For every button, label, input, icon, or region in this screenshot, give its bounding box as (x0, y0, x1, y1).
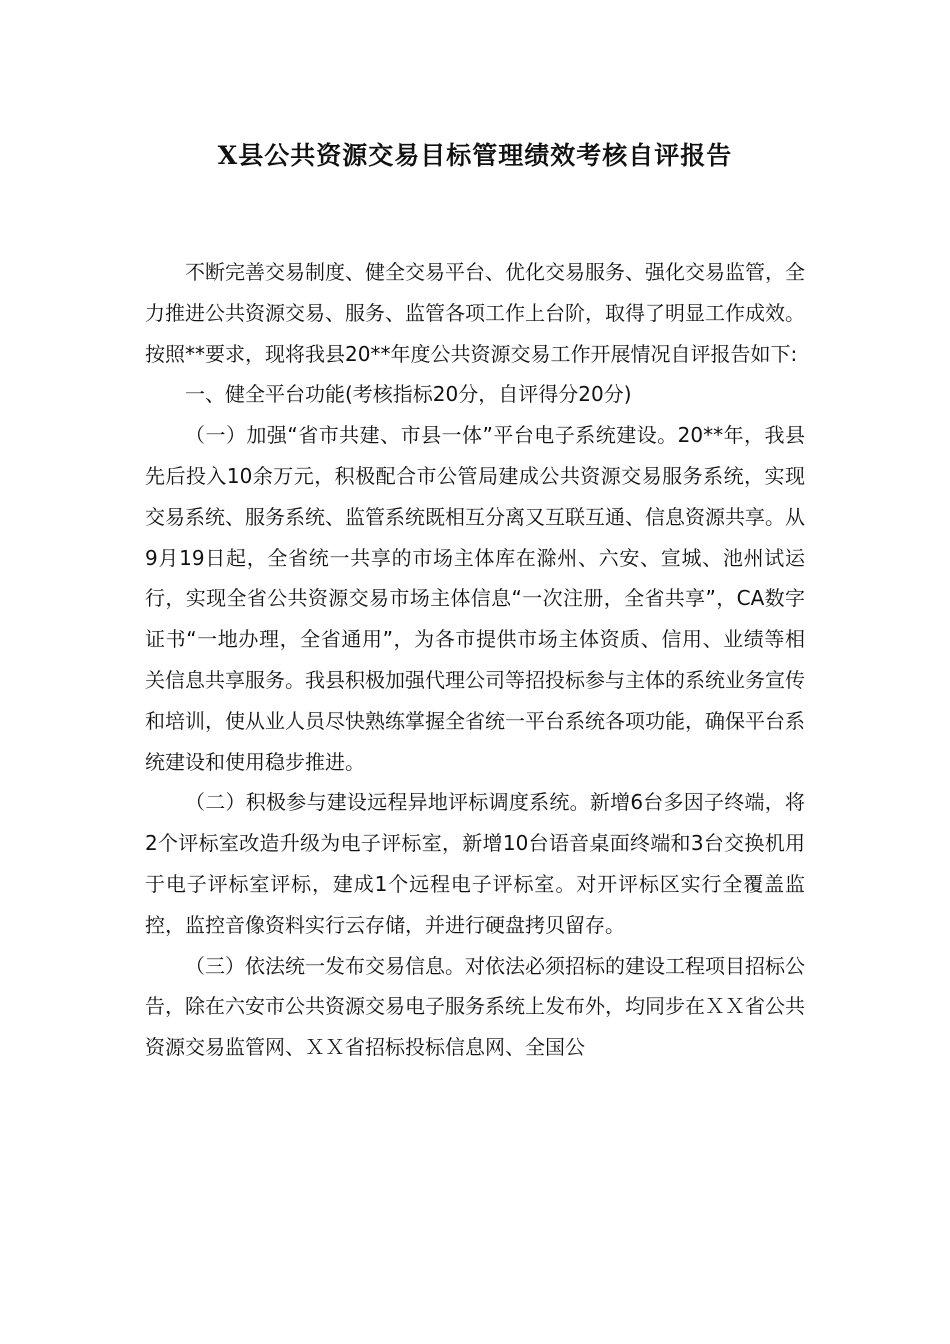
paragraph-intro: 不断完善交易制度、健全交易平台、优化交易服务、强化交易监管，全力推进公共资源交易、服务、监管各项工作上台阶，取得了明显工作成效。按照**要求，现将我县20**年度公共资源交易工作开展情况自评报告如下: (145, 260, 805, 366)
paragraph-item-2: （二）积极参与建设远程异地评标调度系统。新增6台多因子终端，将2个评标室改造升级为电子评标室，新增10台语音桌面终端和3台交换机用于电子评标室评标，建成1个远程电子评标室。对开评标区实行全覆盖监控，监控音像资料实行云存储，并进行硬盘拷贝留存。 (145, 790, 805, 937)
document-title: X县公共资源交易目标管理绩效考核自评报告 (217, 141, 733, 170)
section-heading-platform: 一、健全平台功能(考核指标20分，自评得分20分) (185, 382, 632, 407)
paragraph-item-1: （一）加强“省市共建、市县一体”平台电子系统建设。20**年，我县先后投入10余万元，积极配合市公管局建成公共资源交易服务系统，实现交易系统、服务系统、监管系统既相互分离又互联互通、信息资源共享。从9月19日起，全省统一共享的市场主体库在滁州、六安、宣城、池州试运行，实现全省公共资源交易市场主体信息“一次注册，全省共享”，CA数字证书“一地办理，全省通用”，为各市提供市场主体资质、信用、业绩等相关信息共享服务。我县积极加强代理公司等招投标参与主体的系统业务宣传和培训，使从业人员尽快熟练掌握全省统一平台系统各项功能，确保平台系统建设和使用稳步推进。 (145, 423, 805, 774)
paragraph-item-3: （三）依法统一发布交易信息。对依法必须招标的建设工程项目招标公告，除在六安市公共资源交易电子服务系统上发布外，均同步在ＸＸ省公共资源交易监管网、ＸＸ省招标投标信息网、全国公 (145, 953, 805, 1060)
document-body (145, 252, 805, 1068)
